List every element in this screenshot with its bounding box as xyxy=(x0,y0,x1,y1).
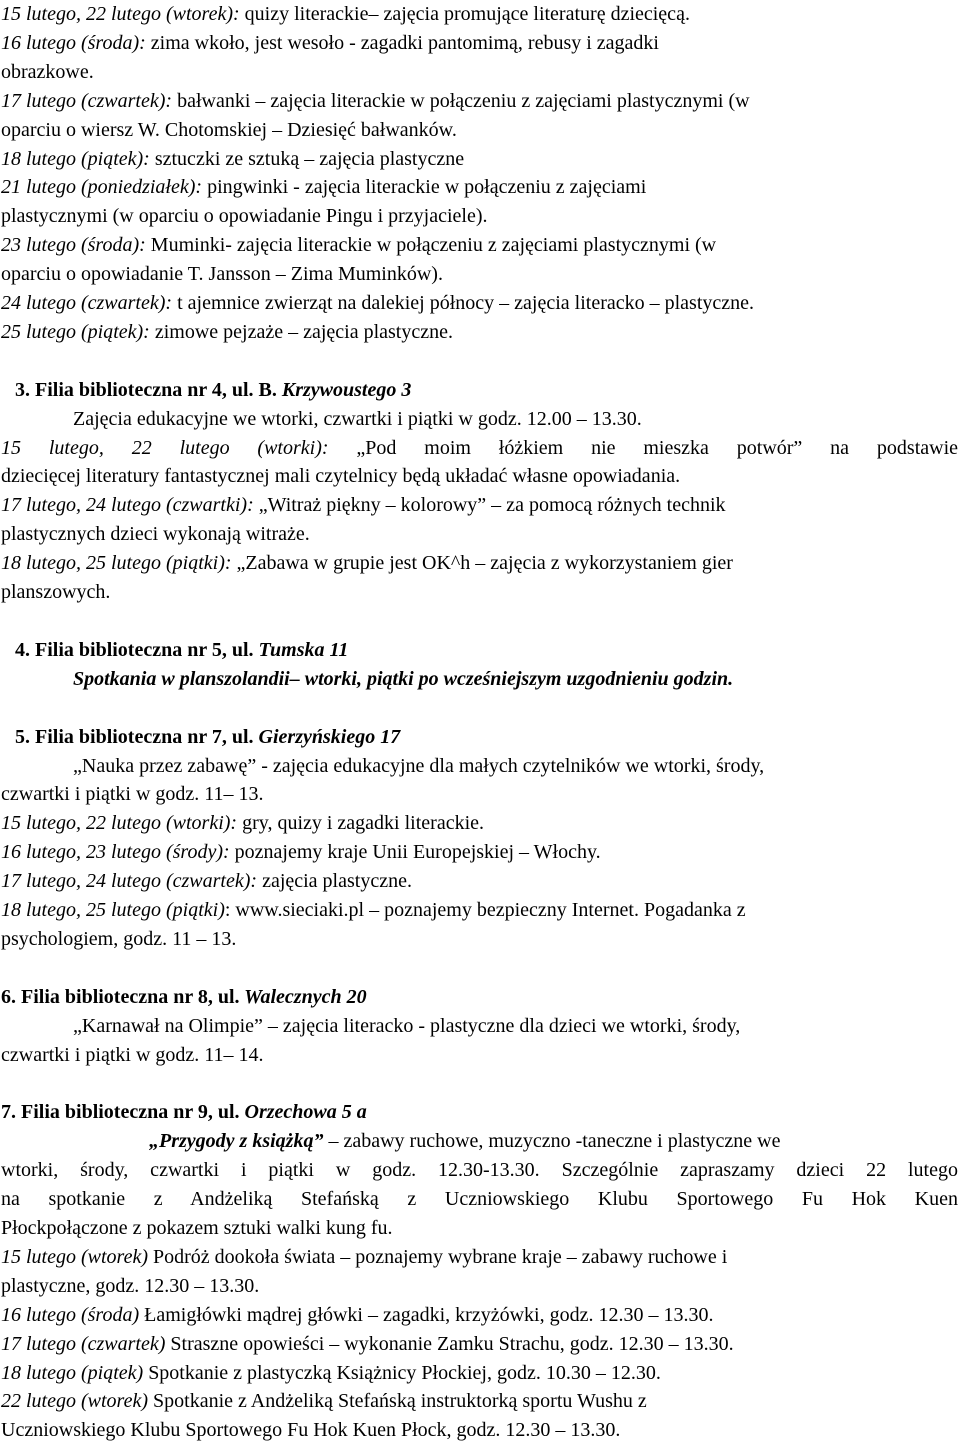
spacer xyxy=(1,607,958,636)
event-date: 24 lutego (czwartek): xyxy=(1,292,173,315)
event-date: 18 lutego, 25 lutego (piątki): xyxy=(1,552,232,575)
schedule-line xyxy=(1,1330,958,1359)
event-text: planszowych. xyxy=(1,581,111,604)
event-text: sztuczki ze sztuką – zajęcia plastyczne xyxy=(149,147,465,170)
spacer xyxy=(1,1069,958,1098)
event-text: zajęcia plastyczne. xyxy=(257,870,412,893)
event-date: 21 lutego (poniedziałek): xyxy=(1,176,203,199)
section-intro xyxy=(1,1127,958,1156)
section-intro-cont: czwartki i piątki w godz. 11– 13. xyxy=(1,783,264,806)
section-intro: Spotkania w planszolandii– wtorki, piątki po wcześniejszym uzgodnieniu godzin. xyxy=(73,667,734,690)
schedule-line xyxy=(1,838,958,867)
schedule-line xyxy=(1,809,958,838)
branch-title: 3. Filia biblioteczna nr 4, ul. B. xyxy=(15,378,277,401)
section-intro-cont: Płockpołączone z pokazem sztuki walki kung fu. xyxy=(1,1216,393,1239)
event-date: 15 lutego, 22 lutego (wtorek): xyxy=(1,3,240,25)
section-intro: Zajęcia edukacyjne we wtorki, czwartki i piątki w godz. 12.00 – 13.30. xyxy=(73,407,642,430)
event-text: Spotkanie z Andżeliką Stefańską instruktorką sportu Wushu z xyxy=(148,1390,647,1413)
schedule-line xyxy=(1,462,958,491)
event-date: 15 lutego, 22 lutego (wtorki): xyxy=(1,812,238,835)
spacer xyxy=(1,954,958,983)
schedule-line xyxy=(1,58,958,87)
event-date: 18 lutego, 25 lutego (piątki) xyxy=(1,899,225,922)
schedule-line xyxy=(1,1243,958,1272)
schedule-line xyxy=(1,145,958,174)
event-date: 22 lutego (wtorek) xyxy=(1,1390,149,1413)
event-date: 23 lutego (środa): xyxy=(1,234,146,257)
schedule-line xyxy=(1,925,958,954)
section-intro: „Karnawał na Olimpie” – zajęcia literacko - plastyczne dla dzieci we wtorki, środy, xyxy=(73,1014,741,1037)
event-date: 16 lutego (środa): xyxy=(1,31,146,54)
event-text: oparciu o wiersz W. Chotomskiej – Dziesięć bałwanków. xyxy=(1,118,457,141)
schedule-line xyxy=(1,1359,958,1388)
event-text: gry, quizy i zagadki literackie. xyxy=(237,812,485,835)
event-text: Łamigłówki mądrej główki – zagadki, krzyżówki, godz. 12.30 – 13.30. xyxy=(139,1303,714,1326)
event-text: : www.sieciaki.pl – poznajemy bezpieczny Internet. Pogadanka z xyxy=(224,899,746,922)
event-date: 17 lutego (czwartek) xyxy=(1,1332,166,1355)
schedule-line xyxy=(1,231,958,260)
event-text: Muminki- zajęcia literackie w połączeniu z zajęciami plastycznymi (w xyxy=(145,234,717,257)
event-date: 18 lutego (piątek): xyxy=(1,147,150,170)
branch-address: Tumska 11 xyxy=(253,638,349,661)
section-heading xyxy=(1,636,958,665)
schedule-line xyxy=(1,318,958,347)
spacer xyxy=(1,694,958,723)
event-text: pingwinki - zajęcia literackie w połączeniu z zajęciami xyxy=(202,176,647,199)
event-date: 18 lutego (piątek) xyxy=(1,1361,144,1384)
section-heading xyxy=(1,376,958,405)
schedule-line xyxy=(1,173,958,202)
event-text: obrazkowe. xyxy=(1,60,94,83)
event-text: dziecięcej literatury fantastycznej mali czytelnicy będą układać własne opowiadania. xyxy=(1,465,681,488)
event-text: plastyczne, godz. 12.30 – 13.30. xyxy=(1,1274,260,1297)
branch-address: Gierzyńskiego 17 xyxy=(253,725,401,748)
section-intro-cont: czwartki i piątki w godz. 11– 14. xyxy=(1,1043,264,1066)
spacer xyxy=(1,347,958,376)
schedule-line xyxy=(1,202,958,231)
event-date: 17 lutego, 24 lutego (czwartki): xyxy=(1,494,254,517)
event-text: plastycznych dzieci wykonają witraże. xyxy=(1,523,310,546)
section-heading xyxy=(1,1098,958,1127)
event-text: „Witraż piękny – kolorowy” – za pomocą różnych technik xyxy=(253,494,726,517)
schedule-line xyxy=(1,867,958,896)
event-text: Uczniowskiego Klubu Sportowego Fu Hok Kuen Płock, godz. 12.30 – 13.30. xyxy=(1,1419,621,1442)
section-intro-cont: wtorki, środy, czwartki i piątki w godz. 12.30-13.30. Szczególnie zapraszamy dzieci 22 lutego xyxy=(1,1159,958,1182)
schedule-line xyxy=(1,116,958,145)
schedule-line xyxy=(1,260,958,289)
schedule-line xyxy=(1,1301,958,1330)
schedule-line xyxy=(1,434,958,463)
event-text: quizy literackie– zajęcia promujące literaturę dziecięcą. xyxy=(239,3,690,25)
branch-title: 5. Filia biblioteczna nr 7, ul. xyxy=(15,725,254,748)
program-title: „Przygody z książką” xyxy=(149,1130,324,1153)
schedule-line xyxy=(1,289,958,318)
branch-address: Orzechowa 5 a xyxy=(239,1101,367,1124)
schedule-line xyxy=(1,896,958,925)
section-intro: „Nauka przez zabawę” - zajęcia edukacyjne dla małych czytelników we wtorki, środy, xyxy=(73,754,765,777)
branch-address: Walecznych 20 xyxy=(239,985,367,1008)
event-text: „Pod moim łóżkiem nie mieszka potwór” na podstawie xyxy=(328,436,958,459)
event-date: 17 lutego, 24 lutego (czwartek): xyxy=(1,870,258,893)
event-text: poznajemy kraje Unii Europejskiej – Włochy. xyxy=(229,841,601,864)
schedule-line xyxy=(1,1416,958,1445)
branch-title: 6. Filia biblioteczna nr 8, ul. xyxy=(1,985,240,1008)
branch-address: Krzywoustego 3 xyxy=(276,378,412,401)
branch-title: 7. Filia biblioteczna nr 9, ul. xyxy=(1,1101,240,1124)
event-date: 16 lutego, 23 lutego (środy): xyxy=(1,841,230,864)
event-text: zimowe pejzaże – zajęcia plastyczne. xyxy=(149,320,453,343)
event-date: 15 lutego (wtorek) xyxy=(1,1245,149,1268)
section-heading xyxy=(1,983,958,1012)
schedule-line xyxy=(1,1272,958,1301)
schedule-line xyxy=(1,549,958,578)
schedule-line xyxy=(1,29,958,58)
event-date: 16 lutego (środa) xyxy=(1,1303,140,1326)
event-text: psychologiem, godz. 11 – 13. xyxy=(1,927,237,950)
schedule-line xyxy=(1,520,958,549)
schedule-line xyxy=(1,578,958,607)
schedule-line xyxy=(1,491,958,520)
branch-title: 4. Filia biblioteczna nr 5, ul. xyxy=(15,638,254,661)
event-text: oparciu o opowiadanie T. Jansson – Zima Muminków). xyxy=(1,263,443,286)
event-text: plastycznymi (w oparciu o opowiadanie Pingu i przyjaciele). xyxy=(1,205,488,228)
event-text: zima wkoło, jest wesoło - zagadki pantomimą, rebusy i zagadki xyxy=(145,31,659,54)
event-text: bałwanki – zajęcia literackie w połączeniu z zajęciami plastycznymi (w xyxy=(172,89,750,112)
event-date: 15 lutego, 22 lutego (wtorki): xyxy=(1,436,329,459)
event-date: 25 lutego (piątek): xyxy=(1,320,150,343)
event-text: Straszne opowieści – wykonanie Zamku Strachu, godz. 12.30 – 13.30. xyxy=(165,1332,734,1355)
event-text: – zabawy ruchowe, muzyczno -taneczne i plastyczne we xyxy=(323,1130,781,1153)
event-text: Spotkanie z plastyczką Książnicy Płockiej, godz. 10.30 – 12.30. xyxy=(143,1361,661,1384)
event-text: Podróż dookoła świata – poznajemy wybrane kraje – zabawy ruchowe i xyxy=(148,1245,728,1268)
schedule-line xyxy=(1,1387,958,1416)
event-date: 17 lutego (czwartek): xyxy=(1,89,173,112)
section-intro-cont: na spotkanie z Andżeliką Stefańską z Uczniowskiego Klubu Sportowego Fu Hok Kuen xyxy=(1,1188,958,1211)
event-text: „Zabawa w grupie jest OK^h – zajęcia z wykorzystaniem gier xyxy=(231,552,733,575)
section-heading xyxy=(1,723,958,752)
schedule-line xyxy=(1,87,958,116)
schedule-line xyxy=(1,0,958,29)
event-text: t ajemnice zwierząt na dalekiej północy – zajęcia literacko – plastyczne. xyxy=(172,292,755,315)
